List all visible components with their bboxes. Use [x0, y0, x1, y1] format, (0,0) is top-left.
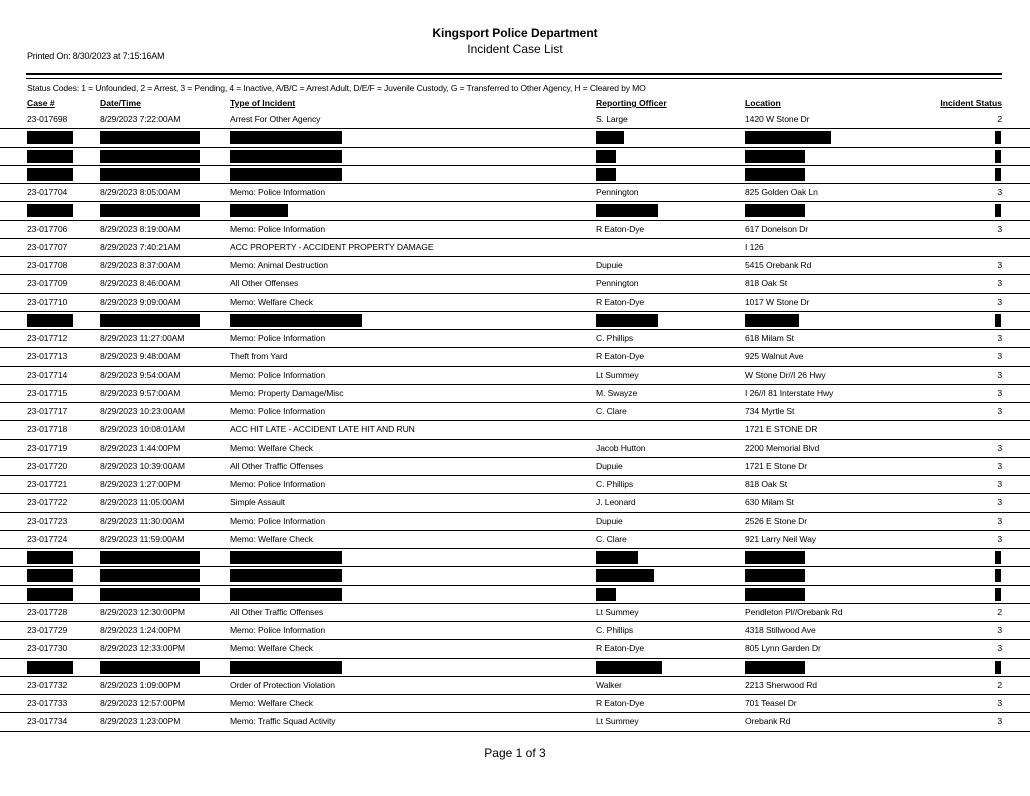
incident-status-cell: 3: [997, 278, 1002, 289]
table-row: [0, 494, 1030, 512]
case-number-cell: 23-017715: [27, 387, 68, 398]
case-number-cell: 23-017714: [27, 369, 68, 380]
redaction-bar: [100, 588, 200, 601]
incident-type-cell: Memo: Traffic Squad Activity: [230, 716, 336, 727]
incident-type-cell: Memo: Welfare Check: [230, 296, 313, 307]
incident-status-cell: 3: [997, 351, 1002, 362]
redaction-bar: [745, 588, 805, 601]
table-row: [0, 513, 1030, 531]
redacted-row: [0, 659, 1030, 677]
incident-status-cell: 3: [997, 479, 1002, 489]
incident-status-cell: 3: [997, 533, 1002, 544]
table-row: [0, 640, 1030, 658]
date-time-cell: 8/29/2023 12:30:00PM: [100, 606, 185, 617]
location-cell: I 26//I 81 Interstate Hwy: [745, 387, 834, 398]
case-number-cell: 23-017708: [27, 260, 68, 270]
redaction-bar: [27, 131, 73, 144]
location-cell: 2200 Memorial Blvd: [745, 442, 820, 453]
incident-type-cell: Memo: Welfare Check: [230, 643, 313, 654]
location-cell: 1420 W Stone Dr: [745, 114, 810, 124]
table-row: [0, 695, 1030, 713]
redaction-bar: [596, 551, 638, 564]
date-time-cell: 8/29/2023 11:59:00AM: [100, 533, 185, 544]
incident-type-cell: Memo: Property Damage/Misc: [230, 387, 344, 398]
date-time-cell: 8/29/2023 10:39:00AM: [100, 460, 185, 471]
case-number-cell: 23-017717: [27, 406, 68, 416]
table-row: [0, 403, 1030, 421]
date-time-cell: 8/29/2023 1:27:00PM: [100, 479, 181, 489]
location-cell: 1721 E STONE DR: [745, 424, 818, 435]
redaction-bar: [745, 314, 799, 327]
incident-status-cell: 3: [997, 460, 1002, 471]
location-cell: 618 Milam St: [745, 333, 794, 343]
table-row: [0, 421, 1030, 439]
case-number-cell: 23-017722: [27, 497, 68, 508]
redaction-bar: [27, 588, 73, 601]
incident-status-cell: 3: [997, 442, 1002, 453]
redaction-bar: [745, 551, 805, 564]
redacted-row: [0, 549, 1030, 567]
redaction-bar: [27, 204, 73, 217]
date-time-cell: 8/29/2023 9:48:00AM: [100, 351, 181, 362]
date-time-cell: 8/29/2023 1:44:00PM: [100, 442, 181, 453]
incident-type-cell: Memo: Welfare Check: [230, 442, 313, 453]
incident-status-cell: 2: [997, 606, 1002, 617]
reporting-officer-cell: S. Large: [596, 114, 628, 124]
table-row: [0, 221, 1030, 239]
column-header-status: Incident Status: [940, 98, 1002, 108]
case-number-cell: 23-017713: [27, 351, 68, 362]
table-row: [0, 367, 1030, 385]
redaction-bar: [100, 131, 200, 144]
reporting-officer-cell: Lt Summey: [596, 606, 639, 617]
redaction-bar: [995, 204, 1001, 217]
redaction-bar: [230, 204, 288, 217]
incident-status-cell: 3: [997, 698, 1002, 708]
redaction-bar: [995, 588, 1001, 601]
date-time-cell: 8/29/2023 8:37:00AM: [100, 260, 181, 270]
redaction-bar: [745, 661, 805, 674]
reporting-officer-cell: R Eaton-Dye: [596, 643, 645, 654]
date-time-cell: 8/29/2023 1:23:00PM: [100, 716, 181, 727]
redaction-bar: [100, 314, 200, 327]
incident-status-cell: 3: [997, 406, 1002, 416]
table-row: [0, 184, 1030, 202]
reporting-officer-cell: Dupuie: [596, 260, 623, 270]
reporting-officer-cell: Pennington: [596, 278, 639, 289]
incident-type-cell: All Other Traffic Offenses: [230, 606, 324, 617]
redaction-bar: [995, 314, 1001, 327]
incident-status-cell: 3: [997, 296, 1002, 307]
date-time-cell: 8/29/2023 1:24:00PM: [100, 625, 181, 635]
page-title: Kingsport Police Department: [432, 26, 598, 40]
incident-status-cell: 3: [997, 369, 1002, 380]
location-cell: 701 Teasel Dr: [745, 698, 797, 708]
reporting-officer-cell: C. Phillips: [596, 625, 634, 635]
location-cell: 630 Milam St: [745, 497, 794, 508]
redaction-bar: [745, 168, 805, 181]
location-cell: 2526 E Stone Dr: [745, 515, 808, 526]
case-number-cell: 23-017718: [27, 424, 68, 435]
table-row: [0, 713, 1030, 731]
redaction-bar: [27, 569, 73, 582]
incident-type-cell: Arrest For Other Agency: [230, 114, 321, 124]
table-row: [0, 275, 1030, 293]
date-time-cell: 8/29/2023 12:33:00PM: [100, 643, 185, 654]
location-cell: 1017 W Stone Dr: [745, 296, 810, 307]
redaction-bar: [596, 588, 616, 601]
location-cell: 1721 E Stone Dr: [745, 460, 808, 471]
case-number-cell: 23-017709: [27, 278, 68, 289]
table-row: [0, 622, 1030, 640]
incident-status-cell: 3: [997, 643, 1002, 654]
case-number-cell: 23-017704: [27, 187, 68, 197]
incident-type-cell: Memo: Police Information: [230, 333, 326, 343]
redaction-bar: [596, 150, 616, 163]
location-cell: Pendleton Pl//Orebank Rd: [745, 606, 843, 617]
redaction-bar: [27, 150, 73, 163]
date-time-cell: 8/29/2023 12:57:00PM: [100, 698, 185, 708]
redaction-bar: [596, 569, 654, 582]
redaction-bar: [745, 150, 805, 163]
redaction-bar: [995, 150, 1001, 163]
incident-status-cell: 3: [997, 187, 1002, 197]
case-number-cell: 23-017698: [27, 114, 68, 124]
redacted-row: [0, 148, 1030, 166]
redaction-bar: [995, 569, 1001, 582]
location-cell: 2213 Sherwood Rd: [745, 679, 817, 690]
case-number-cell: 23-017710: [27, 296, 68, 307]
redaction-bar: [100, 569, 200, 582]
incident-table: [0, 111, 1030, 732]
redaction-bar: [745, 204, 805, 217]
redaction-bar: [745, 569, 805, 582]
date-time-cell: 8/29/2023 11:05:00AM: [100, 497, 185, 508]
header-rule: [26, 73, 1002, 75]
redacted-row: [0, 586, 1030, 604]
date-time-cell: 8/29/2023 10:23:00AM: [100, 406, 185, 416]
location-cell: 4318 Stillwood Ave: [745, 625, 816, 635]
reporting-officer-cell: Dupuie: [596, 515, 623, 526]
case-number-cell: 23-017706: [27, 223, 68, 234]
incident-type-cell: Memo: Police Information: [230, 406, 326, 416]
redacted-row: [0, 202, 1030, 220]
redaction-bar: [100, 168, 200, 181]
case-number-cell: 23-017721: [27, 479, 68, 489]
table-row: [0, 348, 1030, 366]
incident-status-cell: 3: [997, 497, 1002, 508]
redaction-bar: [995, 131, 1001, 144]
date-time-cell: 8/29/2023 8:05:00AM: [100, 187, 181, 197]
date-time-cell: 8/29/2023 11:27:00AM: [100, 333, 185, 343]
redaction-bar: [596, 314, 658, 327]
date-time-cell: 8/29/2023 9:57:00AM: [100, 387, 181, 398]
redaction-bar: [100, 551, 200, 564]
incident-type-cell: Memo: Animal Destruction: [230, 260, 328, 270]
redacted-row: [0, 166, 1030, 184]
incident-type-cell: Memo: Police Information: [230, 625, 326, 635]
redaction-bar: [995, 551, 1001, 564]
reporting-officer-cell: C. Clare: [596, 533, 627, 544]
location-cell: 825 Golden Oak Ln: [745, 187, 818, 197]
redaction-bar: [230, 150, 342, 163]
case-number-cell: 23-017729: [27, 625, 68, 635]
reporting-officer-cell: R Eaton-Dye: [596, 351, 645, 362]
incident-status-cell: 3: [997, 387, 1002, 398]
redacted-row: [0, 129, 1030, 147]
redaction-bar: [995, 661, 1001, 674]
location-cell: I 126: [745, 241, 764, 252]
redaction-bar: [995, 168, 1001, 181]
incident-status-cell: 3: [997, 625, 1002, 635]
case-number-cell: 23-017728: [27, 606, 68, 617]
redaction-bar: [745, 131, 831, 144]
reporting-officer-cell: R Eaton-Dye: [596, 223, 645, 234]
column-header-case: Case #: [27, 98, 55, 108]
date-time-cell: 8/29/2023 7:40:21AM: [100, 241, 181, 252]
reporting-officer-cell: Walker: [596, 679, 622, 690]
date-time-cell: 8/29/2023 11:30:00AM: [100, 515, 185, 526]
table-row: [0, 677, 1030, 695]
redaction-bar: [100, 204, 200, 217]
incident-type-cell: Memo: Police Information: [230, 515, 326, 526]
redaction-bar: [596, 661, 662, 674]
location-cell: 734 Myrtle St: [745, 406, 795, 416]
case-number-cell: 23-017707: [27, 241, 68, 252]
table-row: [0, 604, 1030, 622]
redacted-row: [0, 567, 1030, 585]
reporting-officer-cell: Pennington: [596, 187, 639, 197]
reporting-officer-cell: Lt Summey: [596, 369, 639, 380]
incident-type-cell: Order of Protection Violation: [230, 679, 335, 690]
incident-status-cell: 3: [997, 223, 1002, 234]
redaction-bar: [27, 314, 73, 327]
location-cell: Orebank Rd: [745, 716, 791, 727]
incident-status-cell: 3: [997, 515, 1002, 526]
reporting-officer-cell: R Eaton-Dye: [596, 698, 645, 708]
date-time-cell: 8/29/2023 10:08:01AM: [100, 424, 185, 435]
redaction-bar: [230, 314, 362, 327]
date-time-cell: 8/29/2023 8:46:00AM: [100, 278, 181, 289]
table-row: [0, 476, 1030, 494]
incident-type-cell: Theft from Yard: [230, 351, 288, 362]
redaction-bar: [27, 168, 73, 181]
reporting-officer-cell: M. Swayze: [596, 387, 638, 398]
incident-type-cell: Memo: Police Information: [230, 369, 326, 380]
reporting-officer-cell: C. Phillips: [596, 333, 634, 343]
date-time-cell: 8/29/2023 8:19:00AM: [100, 223, 181, 234]
reporting-officer-cell: Jacob Hutton: [596, 442, 646, 453]
header-rule-thin: [26, 78, 1002, 79]
table-row: [0, 458, 1030, 476]
reporting-officer-cell: C. Clare: [596, 406, 627, 416]
reporting-officer-cell: R Eaton-Dye: [596, 296, 645, 307]
table-header: [0, 98, 1030, 110]
redaction-bar: [596, 168, 616, 181]
case-number-cell: 23-017723: [27, 515, 68, 526]
date-time-cell: 8/29/2023 7:22:00AM: [100, 114, 181, 124]
location-cell: 818 Oak St: [745, 479, 787, 489]
table-row: [0, 531, 1030, 549]
incident-type-cell: All Other Offenses: [230, 278, 299, 289]
table-row: [0, 440, 1030, 458]
incident-status-cell: 3: [997, 333, 1002, 343]
reporting-officer-cell: C. Phillips: [596, 479, 634, 489]
incident-status-cell: 3: [997, 716, 1002, 727]
case-number-cell: 23-017730: [27, 643, 68, 654]
location-cell: 921 Larry Neil Way: [745, 533, 816, 544]
table-row: [0, 111, 1030, 129]
table-row: [0, 330, 1030, 348]
printed-on: Printed On: 8/30/2023 at 7:15:16AM: [27, 51, 165, 61]
redaction-bar: [230, 551, 342, 564]
redaction-bar: [230, 661, 342, 674]
date-time-cell: 8/29/2023 9:54:00AM: [100, 369, 181, 380]
redacted-row: [0, 312, 1030, 330]
table-row: [0, 294, 1030, 312]
column-header-date: Date/Time: [100, 98, 141, 108]
column-header-type: Type of Incident: [230, 98, 296, 108]
incident-status-cell: 2: [997, 679, 1002, 690]
redaction-bar: [27, 551, 73, 564]
case-number-cell: 23-017712: [27, 333, 68, 343]
case-number-cell: 23-017719: [27, 442, 68, 453]
date-time-cell: 8/29/2023 1:09:00PM: [100, 679, 181, 690]
location-cell: 925 Walnut Ave: [745, 351, 804, 362]
column-header-officer: Reporting Officer: [596, 98, 667, 108]
incident-status-cell: 3: [997, 260, 1002, 270]
redaction-bar: [27, 661, 73, 674]
location-cell: 617 Donelson Dr: [745, 223, 808, 234]
reporting-officer-cell: Dupuie: [596, 460, 623, 471]
table-row: [0, 385, 1030, 403]
incident-type-cell: ACC HIT LATE - ACCIDENT LATE HIT AND RUN: [230, 424, 415, 435]
redaction-bar: [230, 588, 342, 601]
table-row: [0, 239, 1030, 257]
redaction-bar: [230, 131, 342, 144]
case-number-cell: 23-017734: [27, 716, 68, 727]
incident-status-cell: 2: [997, 114, 1002, 124]
page-number: Page 1 of 3: [484, 746, 546, 760]
case-number-cell: 23-017724: [27, 533, 68, 544]
redaction-bar: [100, 150, 200, 163]
redaction-bar: [230, 569, 342, 582]
incident-type-cell: Memo: Police Information: [230, 187, 326, 197]
reporting-officer-cell: J. Leonard: [596, 497, 636, 508]
location-cell: W Stone Dr//I 26 Hwy: [745, 369, 826, 380]
redaction-bar: [230, 168, 342, 181]
case-number-cell: 23-017733: [27, 698, 68, 708]
redaction-bar: [596, 204, 658, 217]
incident-type-cell: All Other Traffic Offenses: [230, 460, 324, 471]
location-cell: 805 Lynn Garden Dr: [745, 643, 821, 654]
case-number-cell: 23-017720: [27, 460, 68, 471]
date-time-cell: 8/29/2023 9:09:00AM: [100, 296, 181, 307]
case-number-cell: 23-017732: [27, 679, 68, 690]
location-cell: 818 Oak St: [745, 278, 787, 289]
redaction-bar: [596, 131, 624, 144]
incident-type-cell: Simple Assault: [230, 497, 285, 508]
incident-type-cell: Memo: Welfare Check: [230, 533, 313, 544]
location-cell: 5415 Orebank Rd: [745, 260, 812, 270]
reporting-officer-cell: Lt Summey: [596, 716, 639, 727]
page-subtitle: Incident Case List: [467, 42, 563, 56]
incident-type-cell: Memo: Police Information: [230, 479, 326, 489]
redaction-bar: [100, 661, 200, 674]
table-row: [0, 257, 1030, 275]
column-header-location: Location: [745, 98, 781, 108]
incident-type-cell: Memo: Police Information: [230, 223, 326, 234]
incident-type-cell: ACC PROPERTY - ACCIDENT PROPERTY DAMAGE: [230, 241, 434, 252]
status-codes-legend: Status Codes: 1 = Unfounded, 2 = Arrest, 3 = Pending, 4 = Inactive, A/B/C = Arrest Adult, D/E/F = Juvenile Custody, G = Transferred to Other Agency, H = Cleared by MO: [27, 83, 646, 93]
incident-type-cell: Memo: Welfare Check: [230, 698, 313, 708]
